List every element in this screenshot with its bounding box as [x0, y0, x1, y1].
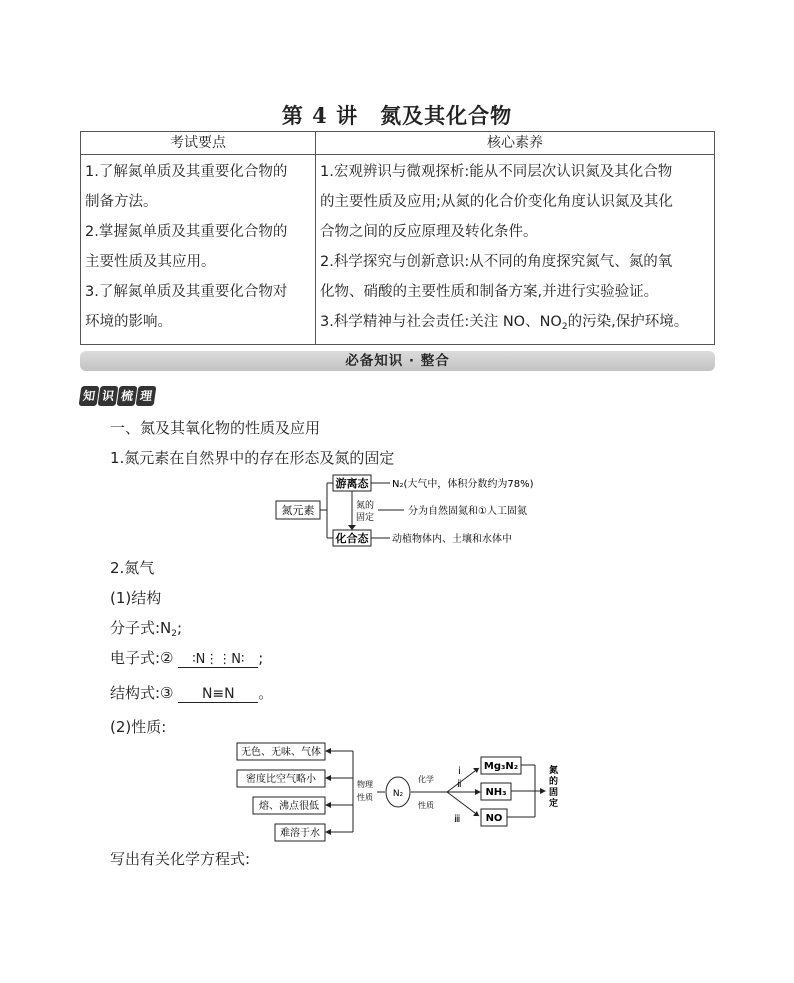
literacy-line: 1.宏观辨识与微观探析:能从不同层次认识氮及其化合物 — [320, 164, 673, 180]
physical-property: 密度比空气略小 — [246, 774, 316, 785]
fixation-label: 氮的 — [356, 501, 375, 511]
badge-char: 理 — [136, 386, 157, 406]
heading-3: 2.氮气 — [110, 559, 155, 577]
free-state-label: 游离态 — [335, 477, 369, 490]
svg-text:性质: 性质 — [418, 801, 434, 810]
heading-2: 1.氮元素在自然界中的存在形态及氮的固定 — [110, 449, 395, 467]
product-no: NO — [485, 813, 503, 824]
branch-i: ⅰ — [458, 766, 461, 777]
requirements-table — [80, 131, 715, 345]
svg-text:的: 的 — [549, 777, 559, 787]
exam-point-line: 3.了解氮单质及其重要化合物对 — [85, 284, 288, 300]
combined-state-label: 化合态 — [335, 532, 369, 545]
fixation-result — [549, 764, 558, 809]
branch-ii: ⅱ — [457, 779, 462, 790]
electron-formula: 电子式:② ∶N⋮⋮N∶ ; — [110, 649, 264, 667]
core-literacy-cell — [316, 155, 715, 345]
closing-text: 写出有关化学方程式: — [110, 850, 251, 868]
center-label: N₂ — [392, 789, 404, 799]
exam-point-line: 2.掌握氮单质及其重要化合物的 — [85, 224, 288, 240]
physical-property: 难溶于水 — [280, 828, 320, 839]
heading-1: 一、氮及其氧化物的性质及应用 — [110, 419, 321, 437]
svg-text:固定: 固定 — [356, 513, 375, 523]
literacy-line: 合物之间的反应原理及转化条件。 — [320, 224, 538, 240]
structure-heading: (1)结构 — [110, 589, 162, 607]
free-state-desc: N₂(大气中，体积分数约为78%) — [392, 479, 534, 490]
exam-point-line: 制备方法。 — [85, 194, 158, 210]
product-mg3n2: Mg₃N₂ — [483, 761, 519, 772]
svg-text:定: 定 — [549, 799, 559, 809]
exam-point-line: 1.了解氮单质及其重要化合物的 — [85, 164, 288, 180]
exam-point-line: 环境的影响。 — [85, 314, 172, 330]
svg-text:固: 固 — [549, 788, 559, 798]
badge-char: 识 — [98, 386, 119, 406]
molecular-formula: 分子式$:N_2$; — [110, 619, 183, 639]
badge-char: 梳 — [117, 386, 138, 406]
electron-formula-answer: ∶N⋮⋮N∶ — [178, 652, 258, 668]
svg-text:性质: 性质 — [357, 793, 373, 802]
structural-formula-answer: N≡N — [178, 686, 258, 703]
nitrogen-forms-diagram — [270, 470, 570, 552]
table-header-exam-points: 考试要点 — [81, 132, 316, 155]
structural-formula: 结构式:③ N≡N 。 — [110, 684, 274, 702]
literacy-line: 2.科学探究与创新意识:从不同的角度探究氮气、氮的氧 — [320, 254, 673, 270]
badge-char: 知 — [79, 386, 100, 406]
physical-property: 无色、无味、气体 — [241, 747, 321, 758]
page-title: 第 4 讲 氮及其化合物 — [281, 103, 513, 128]
physical-property: 熔、沸点很低 — [259, 801, 319, 812]
branch-iii: ⅲ — [454, 814, 461, 825]
properties-heading: (2)性质: — [110, 718, 167, 736]
table-header-core-literacy: 核心素养 — [316, 132, 715, 155]
fixation-desc: 分为自然固氮和①人工固氮 — [408, 506, 527, 517]
literacy-line: 的主要性质及应用;从氮的化合价变化角度认识氮及其化 — [320, 194, 673, 210]
chemical-label: 化学 — [418, 775, 434, 784]
section-bar: 必备知识 · 整合 — [80, 351, 715, 371]
combined-state-desc: 动植物体内、土壤和水体中 — [392, 534, 512, 545]
nitrogen-properties-diagram — [235, 740, 575, 844]
exam-point-line: 主要性质及其应用。 — [85, 254, 216, 270]
literacy-line: 3.科学精神与社会责任:关注 NO、$NO_2$的污染,保护环境。 — [320, 314, 689, 332]
root-label: 氮元素 — [281, 504, 315, 517]
physical-label: 物理 — [357, 780, 373, 789]
product-nh3: NH₃ — [485, 787, 507, 798]
knowledge-badge — [80, 386, 156, 406]
exam-points-cell — [81, 155, 316, 345]
literacy-line: 化物、硝酸的主要性质和制备方案,并进行实验验证。 — [320, 284, 659, 300]
svg-text:氮: 氮 — [549, 766, 559, 776]
